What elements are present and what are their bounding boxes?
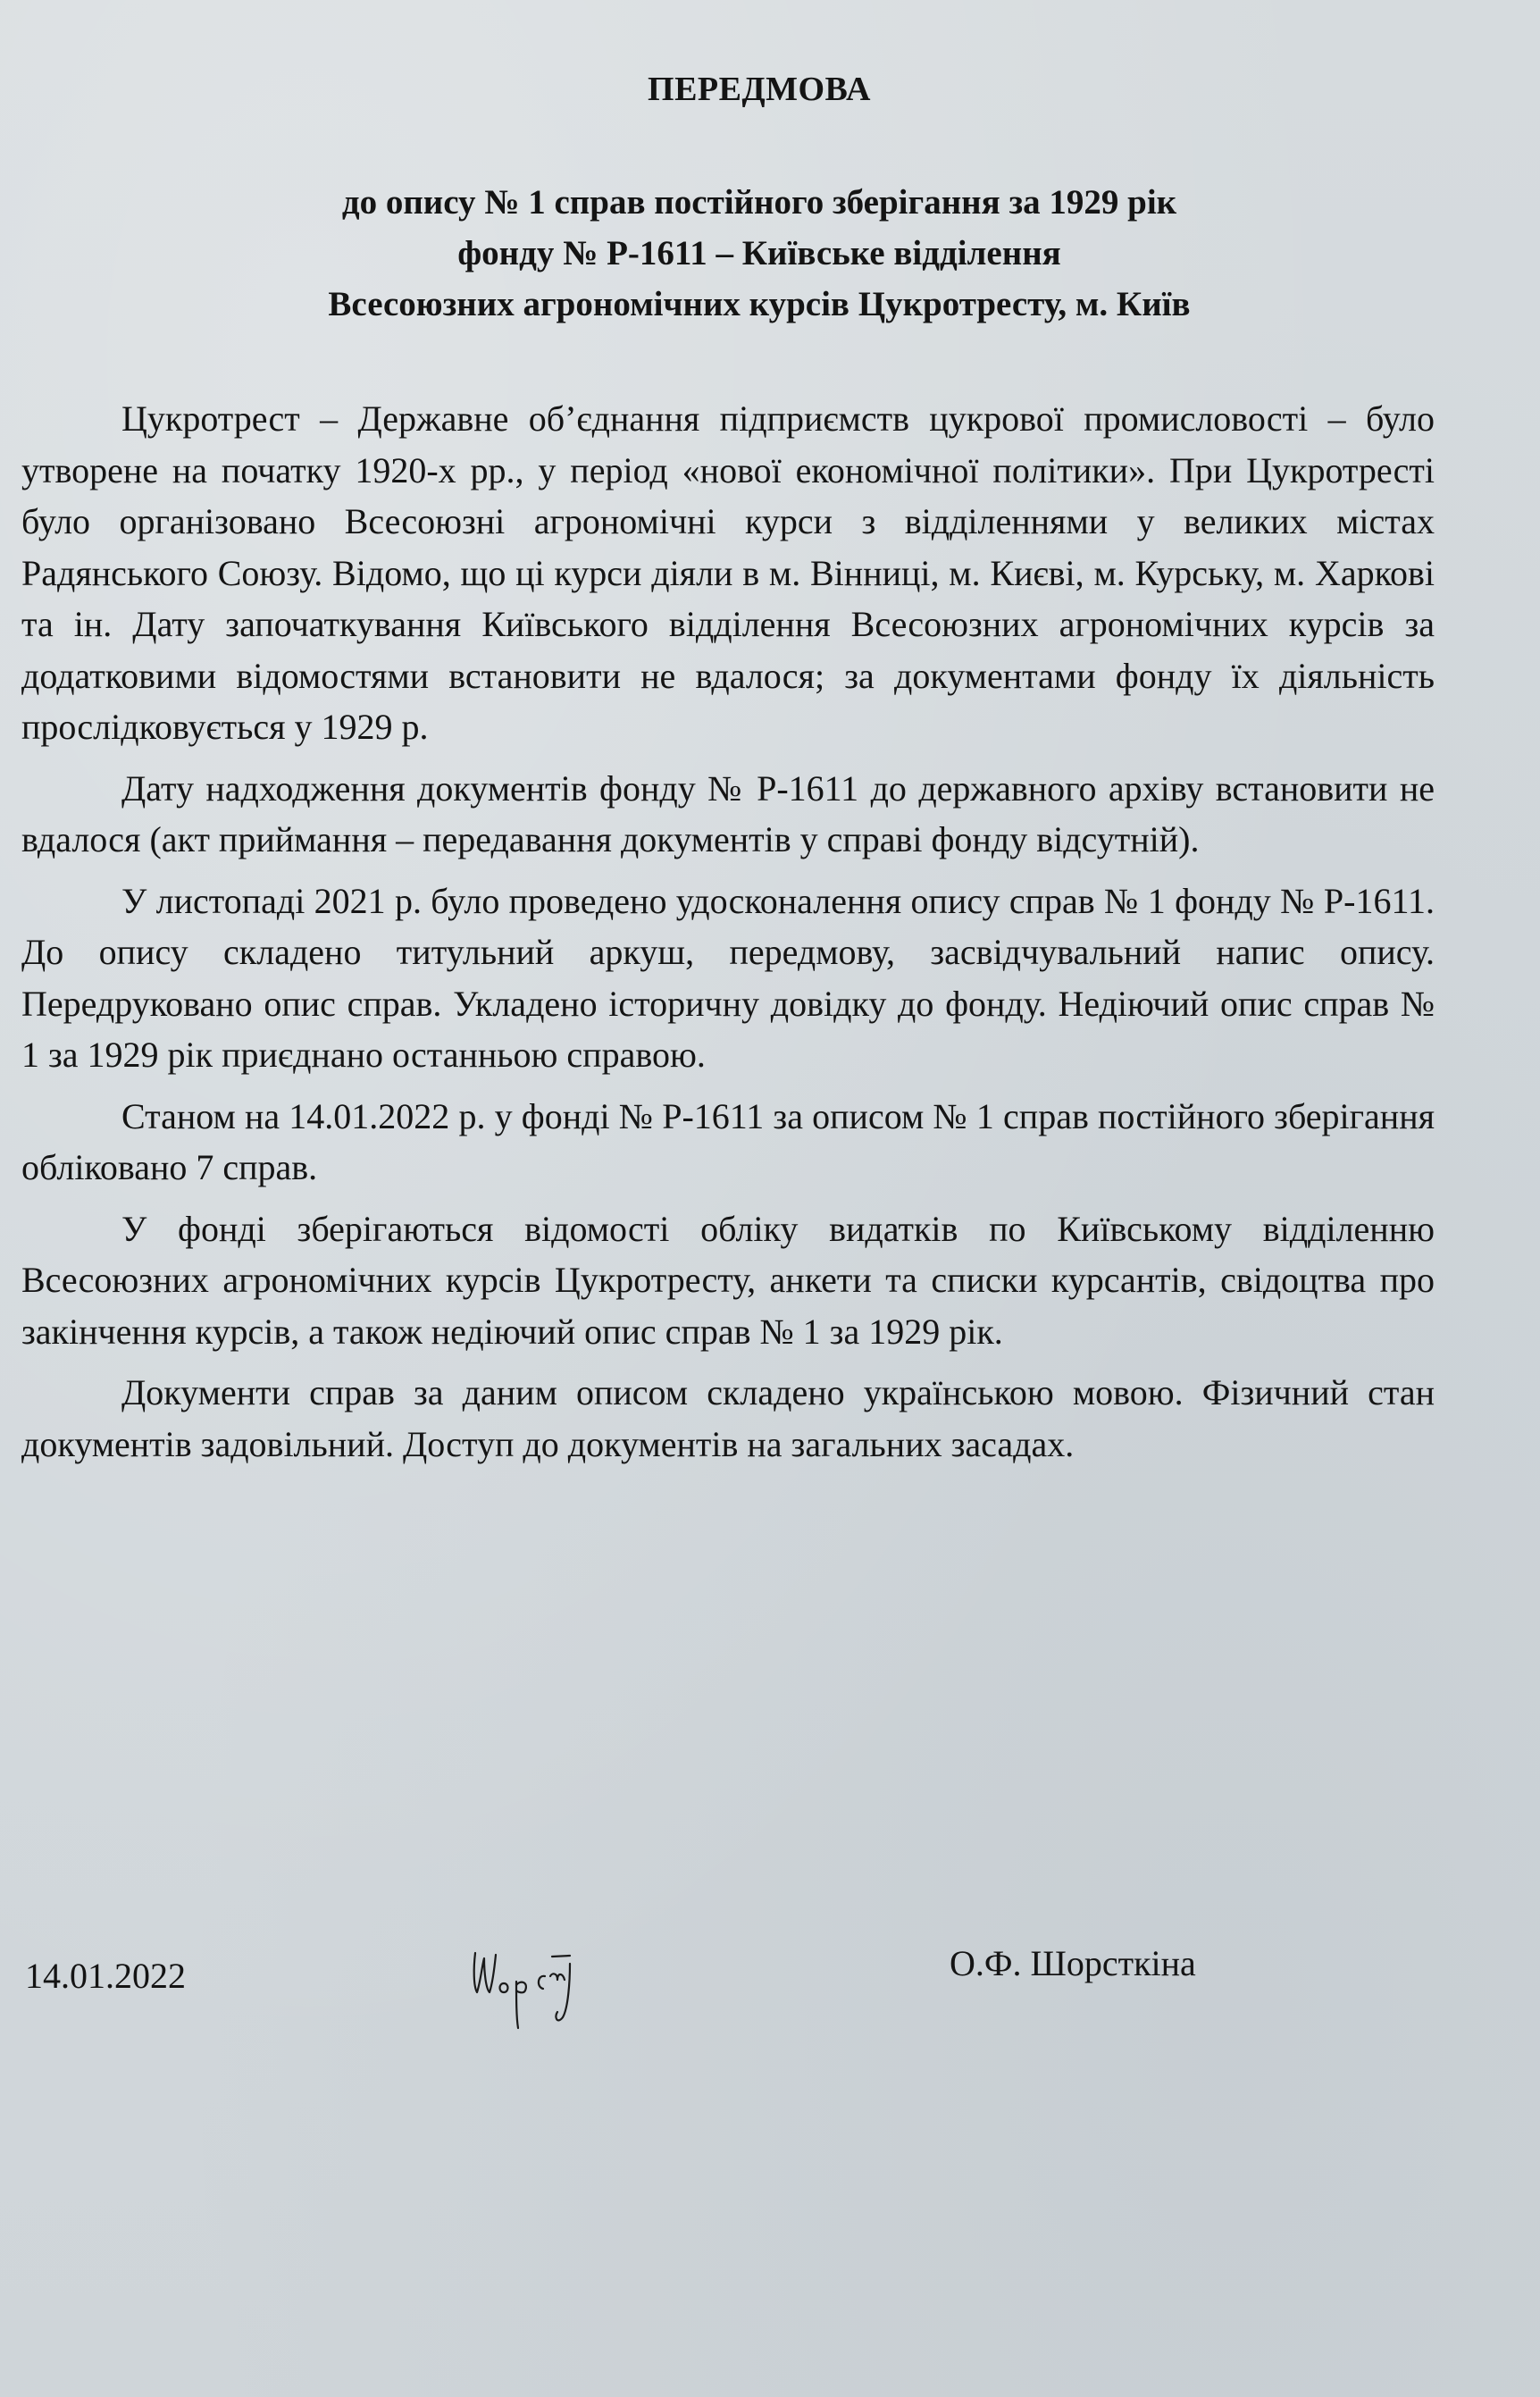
page-title: ПЕРЕДМОВА	[648, 71, 871, 108]
document-subtitle	[0, 177, 1519, 330]
paragraph-language-access: Документи справ за даним описом складено українською мовою. Фізичний стан документів задовільний. Доступ до документів на загальних засадах.	[21, 1372, 1435, 1464]
subtitle-line: до опису № 1 справ постійного зберігання за 1929 рік	[341, 183, 1177, 222]
document-date: 14.01.2022	[25, 1956, 186, 1996]
paragraph-improvement: У листопаді 2021 р. було проведено удосконалення опису справ № 1 фонду № Р-1611. До опису складено титульний аркуш, передмову, засвідчувальний напис опису. Передруковано опис справ. Укладено історичну довідку до фонду. Недіючий опис справ № 1 за 1929 рік приєднано останньою справою.	[21, 880, 1435, 1075]
signer-name: О.Ф. Шорсткіна	[950, 1943, 1196, 1983]
handwritten-signature-icon	[465, 1937, 643, 2035]
subtitle-line: фонду № Р-1611 – Київське відділення	[457, 234, 1061, 272]
paragraph-contents: У фонді зберігаються відомості обліку видатків по Київському відділенню Всесоюзних агрономічних курсів Цукротресту, анкети та списки курсантів, свідоцтва про закінчення курсів, а також недіючий опис справ № 1 за 1929 рік.	[21, 1208, 1435, 1352]
subtitle-line: Всесоюзних агрономічних курсів Цукротресту, м. Київ	[328, 285, 1191, 323]
paragraph-status: Станом на 14.01.2022 р. у фонді № Р-1611 за описом № 1 справ постійного зберігання обліковано 7 справ.	[21, 1095, 1435, 1187]
document-body	[21, 393, 1435, 1479]
signature-block	[0, 1937, 1540, 2044]
paragraph-history: Цукротрест – Державне об’єднання підприємств цукрової промисловості – було утворене на початку 1920-х рр., у період «нової економічної політики». При Цукротресті було організовано Всесоюзні агрономічні курси з відділеннями у великих містах Радянського Союзу. Відомо, що ці курси діяли в м. Вінниці, м. Києві, м. Курську, м. Харкові та ін. Дату започаткування Київського відділення Всесоюзних агрономічних курсів за додатковими відомостями встановити не вдалося; за документами фонду їх діяльність прослідковується у 1929 р.	[21, 398, 1435, 747]
paragraph-receipt: Дату надходження документів фонду № Р-1611 до державного архіву встановити не вдалося (акт приймання – передавання документів у справі фонду відсутній).	[21, 767, 1435, 859]
